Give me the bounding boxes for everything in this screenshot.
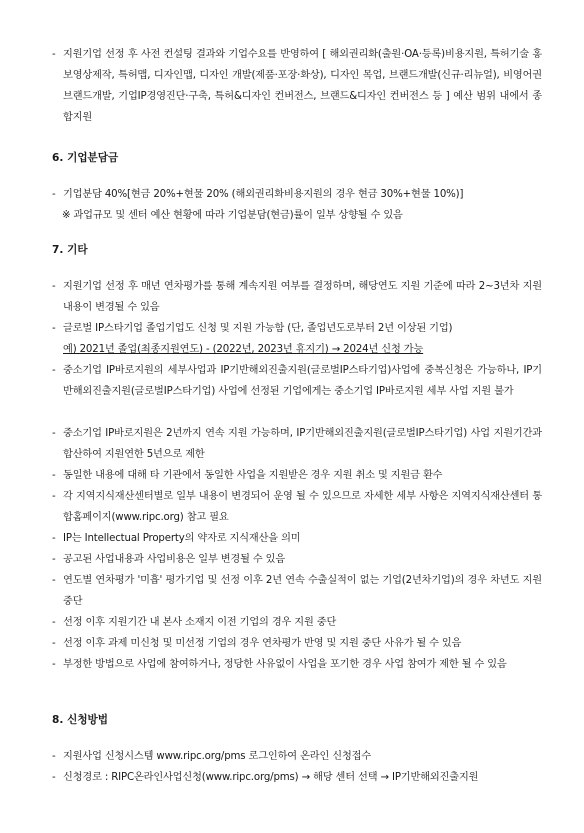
list-item — [52, 360, 542, 402]
application-system-text: 지원사업 신청시스템 www.ripc.org/pms 로그인하여 온라인 신청접수 — [63, 751, 372, 762]
bullet-dash: - — [52, 491, 56, 502]
bullet-dash: - — [52, 533, 56, 544]
cost-share-text: 기업분담 40%[현금 20%+현물 20% (해외권리화비용지원의 경우 현금 30%+현물 10%)] — [63, 189, 464, 200]
bullet-dash: - — [52, 554, 56, 565]
list-item — [52, 570, 542, 612]
support-suspension-text: 연도별 연차평가 '미흡' 평가기업 및 선정 이후 2년 연속 수출실적이 없는 기업(2년차기업)의 경우 차년도 지원중단 — [63, 575, 542, 607]
duplicate-application-text: 중소기업 IP바로지원의 세부사업과 IP기반해외진출지원(글로벌IP스타기업)사업에 중복신청은 가능하나, IP기반해외진출지원(글로벌IP스타기업) 사업에 선정된 기업에게는 중소기업 IP바로지원 세부 사업 지원 불가 — [63, 365, 542, 397]
list-item — [52, 549, 542, 570]
bullet-dash: - — [52, 281, 56, 292]
list-item — [52, 339, 542, 360]
bullet-dash: - — [52, 772, 56, 783]
list-item — [52, 746, 542, 767]
list-item — [52, 633, 542, 654]
bullet-dash: - — [52, 189, 56, 200]
list-item — [52, 528, 542, 549]
regional-center-text: 각 지역지식재산센터별로 일부 내용이 변경되어 운영 될 수 있으므로 자세한 세부 사항은 지역지식재산센터 통합홈페이지(www.ripc.org) 참고 필요 — [63, 491, 542, 523]
list-item — [52, 486, 542, 528]
graduate-eligibility-text: 글로벌 IP스타기업 졸업기업도 신청 및 지원 가능함 (단, 졸업년도로부터 2년 이상된 기업) — [63, 323, 453, 334]
participation-limit-text: 부정한 방법으로 사업에 참여하거나, 정당한 사유없이 사업을 포기한 경우 사업 참여가 제한 될 수 있음 — [63, 659, 507, 670]
bullet-dash: - — [52, 428, 56, 439]
budget-scope-text: 지원기업 선정 후 사전 컨설팅 결과와 기업수요를 반영하여 [ 해외권리화(출원·OA·등록)비용지원, 특허기술 홍보영상제작, 특허맵, 디자인맵, 디자인 개발(제품·포장·화상), 디자인 목업, 브랜드개발(신규·리뉴얼), 비영어권브랜드개발, 기업IP경영진단·구축, 특허&디자인 컨버전스, 브랜드&디자인 컨버전스 등 ] 예산 범위 내에서 종합지원 — [63, 49, 542, 123]
list-item — [52, 318, 542, 339]
bullet-dash: - — [52, 575, 56, 586]
bullet-dash: - — [52, 751, 56, 762]
non-application-text: 선정 이후 과제 미신청 및 미선정 기업의 경우 연차평가 반영 및 지원 중단 사유가 될 수 있음 — [63, 638, 462, 649]
list-item — [52, 44, 542, 128]
section-heading-8: 8. 신청방법 — [52, 714, 109, 726]
graduate-example-text: 예) 2021년 졸업(최종지원연도) - (2022년, 2023년 휴지기) → 2024년 신청 가능 — [63, 344, 424, 355]
bullet-dash: - — [52, 470, 56, 481]
bullet-dash: - — [52, 617, 56, 628]
note-text: ※ 과업규모 및 센터 예산 현황에 따라 기업분담(현금)률이 일부 상향될 수 있음 — [62, 210, 403, 221]
section-heading-6: 6. 기업분담금 — [52, 152, 119, 164]
bullet-dash: - — [52, 49, 56, 60]
relocation-text: 선정 이후 지원기간 내 본사 소재지 이전 기업의 경우 지원 중단 — [63, 617, 337, 628]
list-item — [52, 276, 542, 318]
bullet-dash: - — [52, 659, 56, 670]
ip-definition-text: IP는 Intellectual Property의 약자로 지식재산을 의미 — [63, 533, 301, 544]
list-item — [52, 767, 542, 788]
application-route-text: 신청경로 : RIPC온라인사업신청(www.ripc.org/pms) → 해당 센터 선택 → IP기반해외진출지원 — [63, 772, 479, 783]
support-period-text: 중소기업 IP바로지원은 2년까지 연속 지원 가능하며, IP기반해외진출지원(글로벌IP스타기업) 사업 지원기간과 합산하여 지원연한 5년으로 제한 — [63, 428, 542, 460]
bullet-dash: - — [52, 638, 56, 649]
bullet-dash: - — [52, 365, 56, 376]
refund-text: 동일한 내용에 대해 타 기관에서 동일한 사업을 지원받은 경우 지원 취소 및 지원금 환수 — [63, 470, 443, 481]
section-heading-7: 7. 기타 — [52, 244, 88, 256]
list-item — [52, 654, 542, 675]
list-item — [52, 612, 542, 633]
bullet-dash: - — [52, 323, 56, 334]
list-item — [52, 184, 542, 205]
change-notice-text: 공고된 사업내용과 사업비용은 일부 변경될 수 있음 — [63, 554, 286, 565]
list-item — [52, 465, 542, 486]
list-item — [52, 423, 542, 465]
annual-evaluation-text: 지원기업 선정 후 매년 연차평가를 통해 계속지원 여부를 결정하며, 해당연도 지원 기준에 따라 2~3년차 지원내용이 변경될 수 있음 — [63, 281, 542, 313]
